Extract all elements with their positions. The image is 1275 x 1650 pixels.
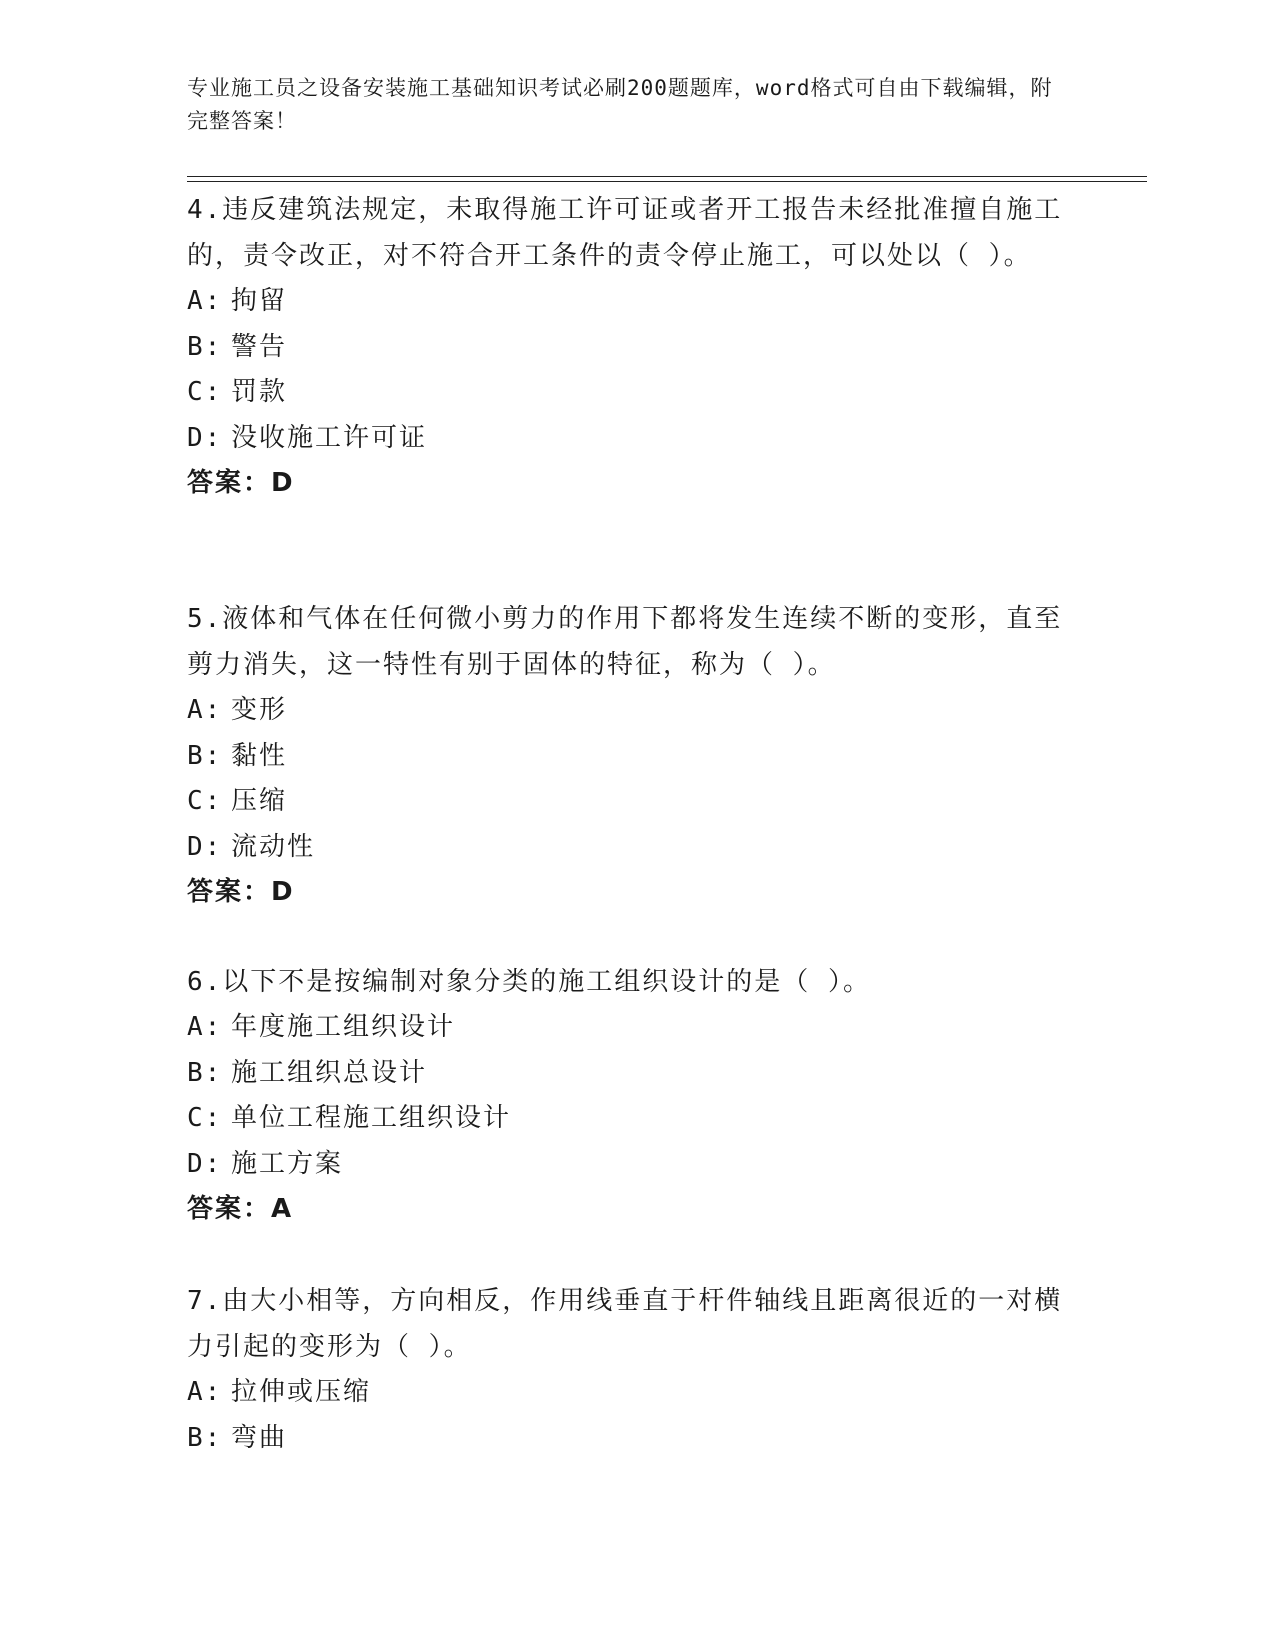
question-block [187, 959, 1067, 1233]
answer-line: 答案：D [187, 877, 295, 907]
option-letter: D: [187, 1148, 223, 1179]
option-text: 流动性 [231, 831, 316, 862]
option-letter: C: [187, 786, 223, 816]
option-a [187, 1005, 1067, 1051]
option-letter: D: [187, 422, 223, 453]
document-header-title: 专业施工员之设备安装施工基础知识考试必刷200题题库，word格式可自由下载编辑，附完整答案！ [187, 76, 1053, 133]
option-letter: D: [187, 831, 223, 862]
option-b [187, 1051, 1067, 1097]
option-text: 没收施工许可证 [231, 422, 428, 453]
answer-line: 答案：A [187, 1194, 294, 1224]
option-b [187, 325, 1067, 371]
option-d [187, 416, 1067, 462]
option-a [187, 688, 1067, 734]
question-stem: 6.以下不是按编制对象分类的施工组织设计的是（ ）。 [187, 967, 871, 997]
option-text: 压缩 [231, 786, 288, 816]
option-b [187, 734, 1067, 780]
question-stem: 7.由大小相等，方向相反，作用线垂直于杆件轴线且距离很近的一对横力引起的变形为（ ）。 [187, 1286, 1063, 1362]
option-d [187, 1142, 1067, 1188]
option-text: 罚款 [231, 377, 288, 407]
option-text: 施工方案 [231, 1148, 344, 1179]
question-block [187, 187, 1067, 507]
option-letter: A: [187, 286, 223, 316]
option-text: 施工组织总设计 [231, 1057, 428, 1088]
option-letter: C: [187, 1103, 223, 1133]
question-block [187, 1278, 1067, 1461]
option-text: 变形 [231, 695, 288, 725]
option-text: 黏性 [231, 740, 288, 771]
option-letter: A: [187, 1012, 223, 1042]
option-c [187, 1096, 1067, 1142]
option-text: 年度施工组织设计 [231, 1012, 456, 1042]
option-letter: C: [187, 377, 223, 407]
option-text: 拘留 [231, 286, 288, 316]
option-a [187, 1370, 1067, 1416]
answer-line: 答案：D [187, 468, 295, 498]
option-letter: B: [187, 740, 223, 771]
option-text: 警告 [231, 331, 288, 362]
question-stem: 4.违反建筑法规定，未取得施工许可证或者开工报告未经批准擅自施工的，责令改正，对不符合开工条件的责令停止施工，可以处以（ ）。 [187, 195, 1063, 271]
option-c [187, 779, 1067, 825]
option-d [187, 825, 1067, 871]
option-text: 单位工程施工组织设计 [231, 1103, 512, 1133]
option-letter: B: [187, 1422, 223, 1453]
option-a [187, 279, 1067, 325]
option-b [187, 1416, 1067, 1462]
option-text: 弯曲 [231, 1422, 288, 1453]
option-letter: A: [187, 1377, 223, 1407]
option-letter: A: [187, 695, 223, 725]
question-block [187, 596, 1067, 916]
option-letter: B: [187, 331, 223, 362]
option-c [187, 370, 1067, 416]
option-text: 拉伸或压缩 [231, 1377, 372, 1407]
question-stem: 5.液体和气体在任何微小剪力的作用下都将发生连续不断的变形，直至剪力消失，这一特性有别于固体的特征，称为（ ）。 [187, 604, 1063, 680]
header-divider [187, 176, 1147, 182]
option-letter: B: [187, 1057, 223, 1088]
